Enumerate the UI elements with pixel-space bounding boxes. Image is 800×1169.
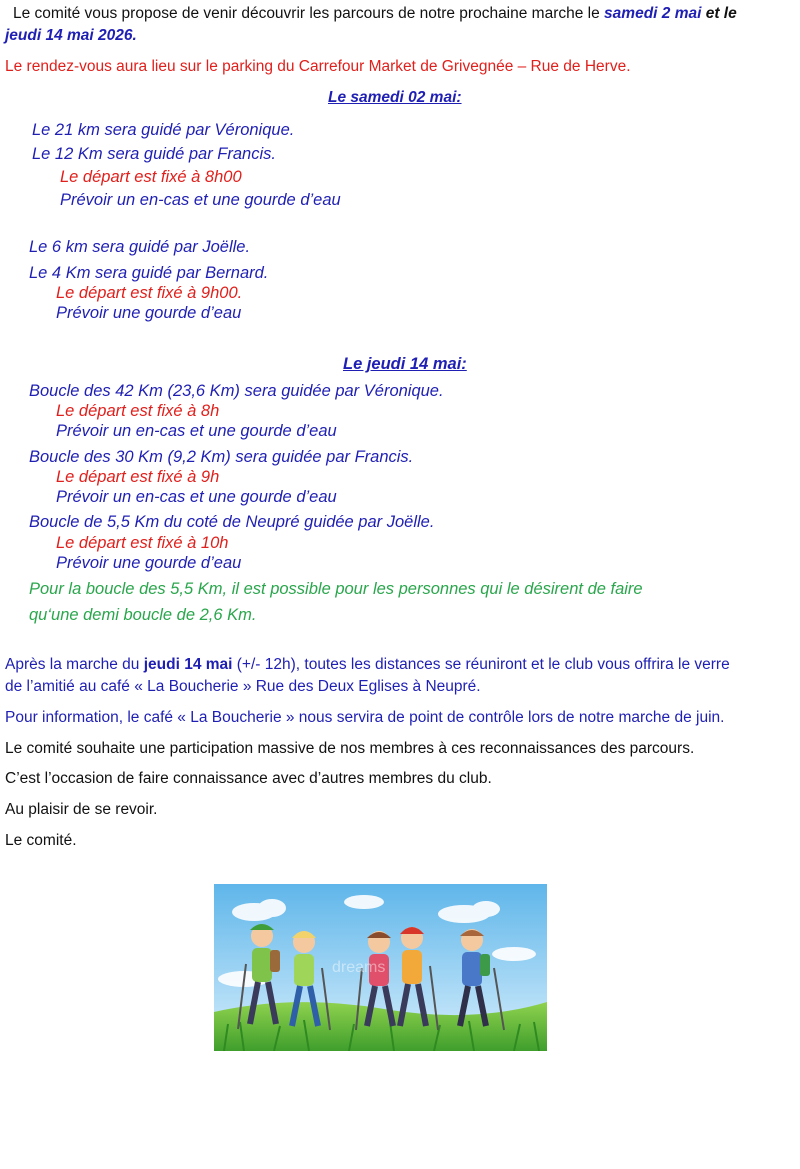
jeudi-line: Boucle des 42 Km (23,6 Km) sera guidée par Véronique.: [29, 382, 444, 400]
after-line-1: [5, 656, 730, 674]
intro-text: Le comité vous propose de venir découvrir les parcours de notre prochaine marche le: [13, 5, 600, 22]
intro-line-1: [13, 5, 737, 23]
samedi-line: Le 6 km sera guidé par Joëlle.: [29, 238, 251, 256]
closing-line: Le comité.: [5, 832, 77, 849]
jeudi-note: Pour la boucle des 5,5 Km, il est possible pour les personnes qui le désirent de faire: [29, 580, 643, 598]
watermark-text: dreams: [332, 959, 386, 976]
intro-date-jeudi: jeudi 14 mai 2026.: [5, 27, 137, 44]
jeudi-line: Le départ est fixé à 9h: [56, 468, 220, 486]
closing-line: Le comité souhaite une participation massive de nos membres à ces reconnaissances des parcours.: [5, 740, 695, 757]
jeudi-line: Prévoir un en-cas et une gourde d’eau: [56, 488, 337, 506]
samedi-line: Le 4 Km sera guidé par Bernard.: [29, 264, 269, 282]
jeudi-line: Le départ est fixé à 8h: [56, 402, 220, 420]
jeudi-line: Boucle des 30 Km (9,2 Km) sera guidée par Francis.: [29, 448, 414, 466]
after-text-2: (+/- 12h), toutes les distances se réuniront et le club vous offrira le verre: [236, 656, 730, 673]
samedi-heading: Le samedi 02 mai:: [328, 89, 462, 106]
intro-and: et le: [705, 5, 737, 22]
samedi-line: Le départ est fixé à 9h00.: [56, 284, 243, 302]
rendezvous-line: Le rendez-vous aura lieu sur le parking du Carrefour Market de Grivegnée – Rue de Herve.: [5, 58, 631, 75]
closing-line: C’est l’occasion de faire connaissance avec d’autres membres du club.: [5, 770, 492, 787]
after-line-2: de l’amitié au café « La Boucherie » Rue des Deux Eglises à Neupré.: [5, 678, 481, 695]
jeudi-line: Le départ est fixé à 10h: [56, 534, 229, 552]
closing-line: Pour information, le café « La Boucherie » nous servira de point de contrôle lors de notre marche de juin.: [5, 709, 725, 726]
samedi-line: Prévoir une gourde d’eau: [56, 304, 242, 322]
after-date: jeudi 14 mai: [143, 656, 233, 673]
jeudi-line: Prévoir un en-cas et une gourde d’eau: [56, 422, 337, 440]
closing-line: Au plaisir de se revoir.: [5, 801, 158, 818]
samedi-line: Prévoir un en-cas et une gourde d’eau: [60, 191, 341, 209]
jeudi-line: Prévoir une gourde d’eau: [56, 554, 242, 572]
jeudi-note: qu‘une demi boucle de 2,6 Km.: [29, 606, 257, 624]
samedi-line: Le 21 km sera guidé par Véronique.: [32, 121, 295, 139]
intro-date-samedi: samedi 2 mai: [604, 5, 702, 22]
jeudi-line: Boucle de 5,5 Km du coté de Neupré guidée par Joëlle.: [29, 513, 435, 531]
samedi-line: Le 12 Km sera guidé par Francis.: [32, 145, 276, 163]
jeudi-heading: Le jeudi 14 mai:: [343, 355, 467, 373]
hikers-illustration: [214, 884, 547, 1051]
after-text: Après la marche du: [5, 656, 140, 673]
samedi-line: Le départ est fixé à 8h00: [60, 168, 242, 186]
